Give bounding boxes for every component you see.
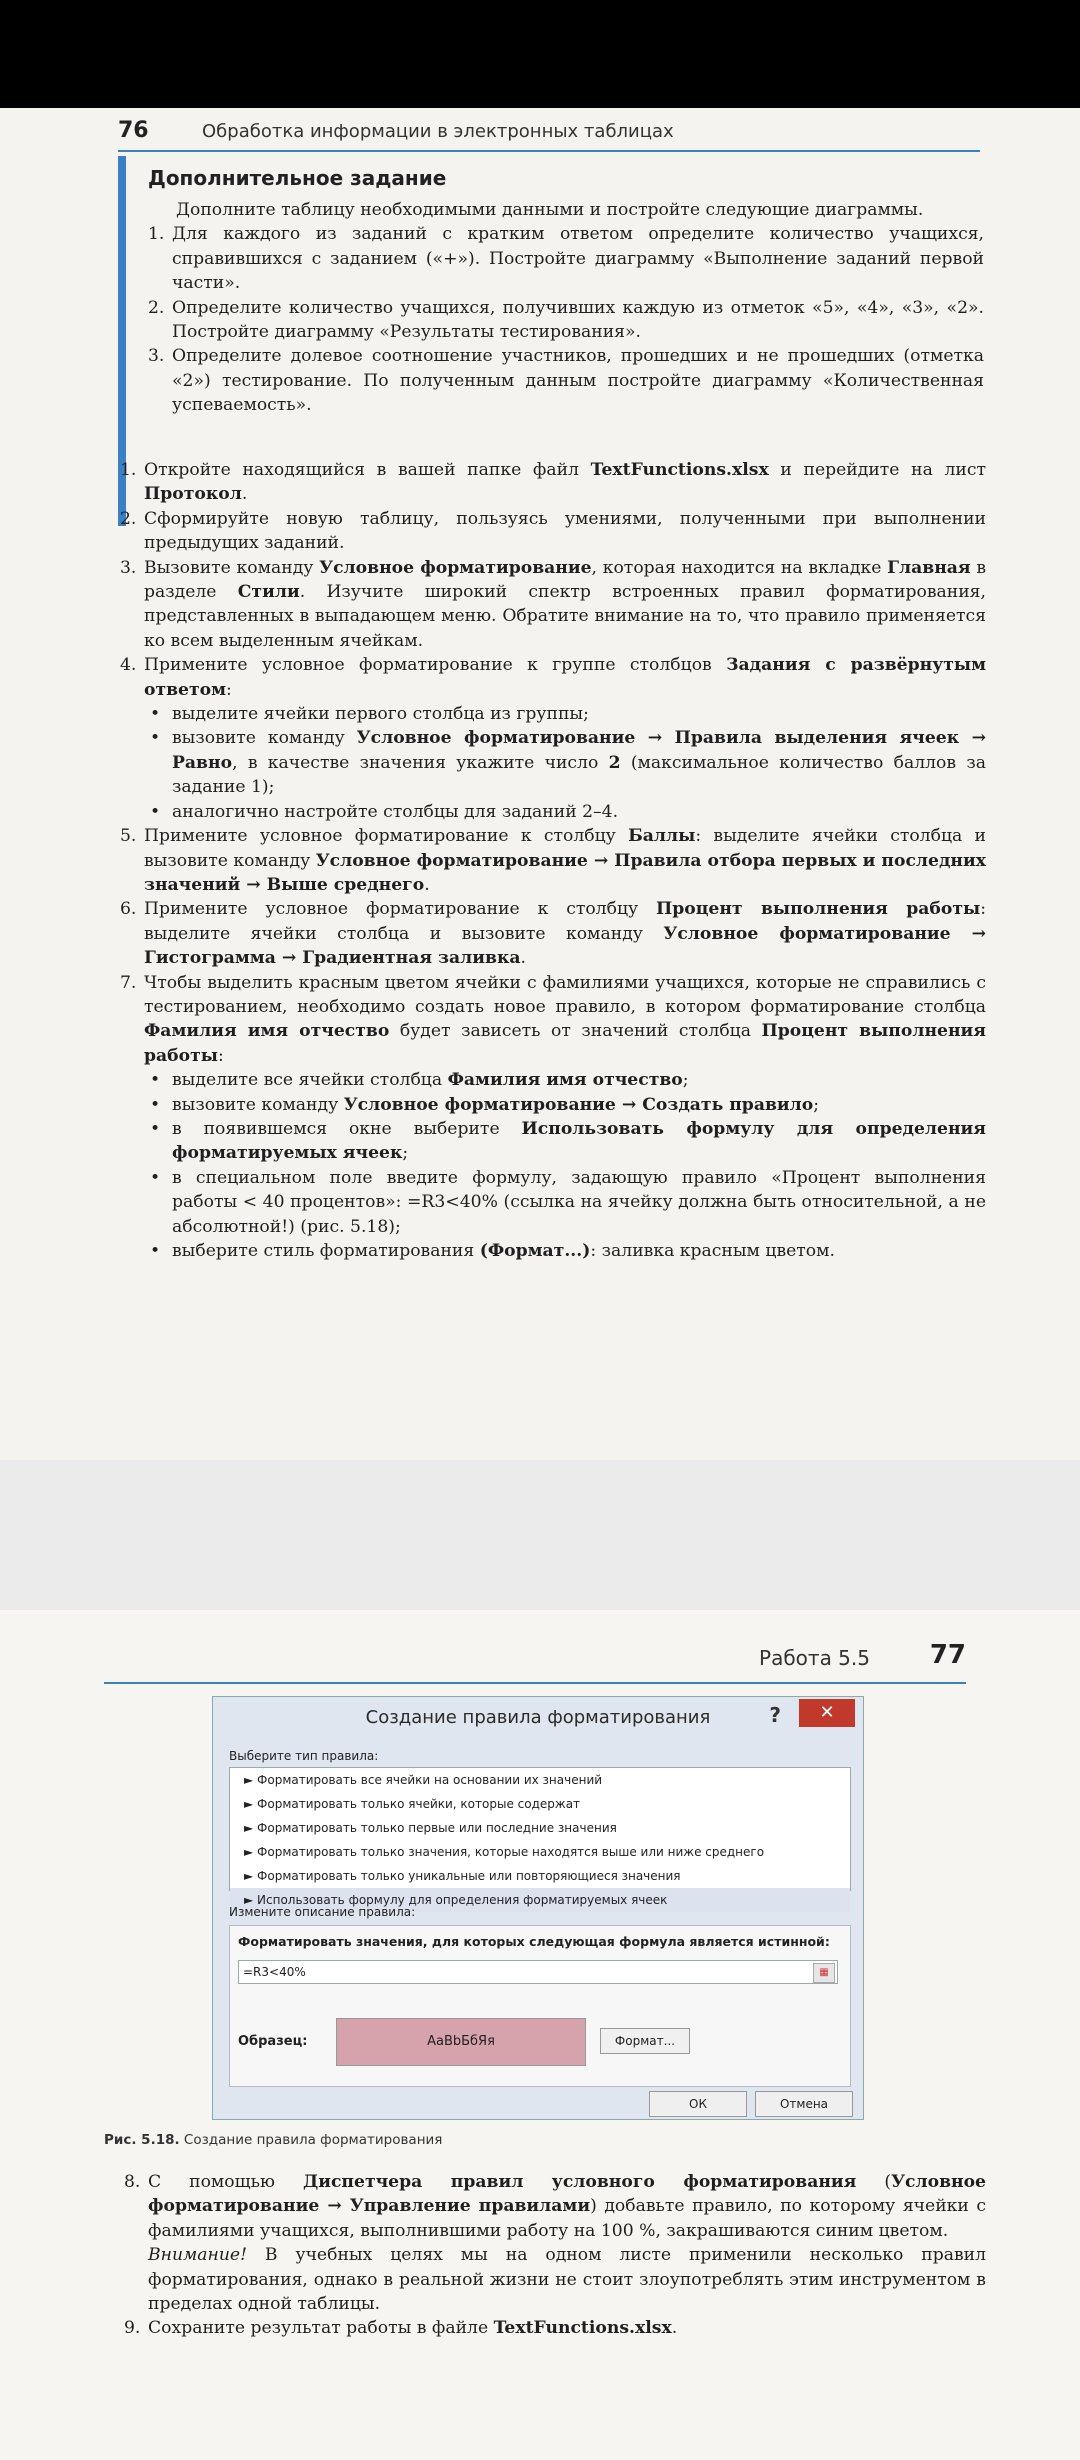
dialog-title: Создание правила форматирования: [365, 1707, 711, 1728]
step-1: 1. Откройте находящийся в вашей папке файл TextFunctions.xlsx и перейдите на лист Протокол.: [120, 460, 986, 505]
extra-task-list: [148, 222, 984, 417]
page-76: [0, 108, 1080, 1460]
ok-button[interactable]: ОК: [649, 2091, 747, 2117]
rule-type-item[interactable]: ► Форматировать только уникальные или повторяющиеся значения: [244, 1869, 681, 1883]
step-7: 7. Чтобы выделить красным цветом ячейки с фамилиями учащихся, которые не справились с тестированием, необходимо создать новое правило, в котором форматирование столбца Фамилия имя отчество будет зависеть от значений столбца Процент выполнения работы: • выделите все ячейки столбца Фамилия имя отчество; • вызовите команду Условное форматирование → Создать правило; • в появившемся окне выберите Использовать формулу для определения форматируемых ячеек; • в специальном поле введите формулу, задающую правило «Процент выполнения работы < 40 процентов»: =R3<40% (ссылка на ячейку должна быть относительной, а не абсолютной!) (рис. 5.18); • выберите стиль форматирования (Формат...): заливка красным цветом.: [120, 971, 986, 1264]
bullet-item: • в специальном поле введите формулу, задающую правило «Процент выполнения работы < 40 процентов»: =R3<40% (ссылка на ячейку должна быть относительной, а не абсолютной!) (рис. 5.18);: [144, 1166, 986, 1239]
page-gap: [0, 1460, 1080, 1610]
step-5: 5. Примените условное форматирование к столбцу Баллы: выделите ячейки столбца и вызовите команду Условное форматирование → Правила отбора первых и последних значений → Выше среднего.: [120, 826, 986, 895]
edit-desc-label: Измените описание правила:: [229, 1905, 416, 1919]
formula-header: Форматировать значения, для которых следующая формула является истинной:: [238, 1934, 830, 1949]
rule-type-item[interactable]: ► Форматировать только первые или последние значения: [244, 1821, 617, 1835]
formula-value: =R3<40%: [243, 1965, 306, 1979]
range-select-icon[interactable]: ▦: [813, 1963, 835, 1983]
bullet-item: • вызовите команду Условное форматирование → Создать правило;: [144, 1093, 986, 1117]
page-header: [118, 114, 980, 152]
step-6: 6. Примените условное форматирование к столбцу Процент выполнения работы: выделите ячейки столбца и вызовите команду Условное форматирование → Гистограмма → Градиентная заливка.: [120, 899, 986, 969]
page-header: [104, 1632, 966, 1684]
help-button[interactable]: ?: [769, 1703, 781, 1727]
rule-type-item[interactable]: ► Форматировать только ячейки, которые содержат: [244, 1797, 581, 1811]
bullet-item: • аналогично настройте столбцы для заданий 2–4.: [144, 800, 986, 824]
sample-preview: АаВbБбЯя: [336, 2018, 586, 2066]
format-button[interactable]: Формат...: [600, 2028, 690, 2054]
page-number: 76: [118, 118, 149, 143]
cancel-button[interactable]: Отмена: [755, 2091, 853, 2117]
step-9: 9. Сохраните результат работы в файле TextFunctions.xlsx.: [124, 2318, 678, 2339]
step-2: 2. Сформируйте новую таблицу, пользуясь умениями, полученными при выполнении предыдущих заданий.: [120, 508, 986, 554]
formula-input[interactable]: [238, 1960, 838, 1984]
bullet-item: • вызовите команду Условное форматирование → Правила выделения ячеек → Равно, в качестве значения укажите число 2 (максимальное количество баллов за задание 1);: [144, 726, 986, 799]
steps-list: [120, 458, 986, 1263]
bullet-item: • выделите все ячейки столбца Фамилия имя отчество;: [144, 1068, 986, 1092]
list-item: 1. Для каждого из заданий с кратким ответом определите количество учащихся, справившихся с заданием («+»). Постройте диаграмму «Выполнение заданий первой части».: [148, 224, 984, 294]
bullet-item: • выделите ячейки первого столбца из группы;: [144, 702, 986, 726]
page-number: 77: [929, 1640, 966, 1670]
rule-type-item[interactable]: ► Форматировать только значения, которые находятся выше или ниже среднего: [244, 1845, 765, 1859]
select-type-label: Выберите тип правила:: [229, 1749, 379, 1763]
step-4: 4. Примените условное форматирование к группе столбцов Задания с развёрнутым ответом: • выделите ячейки первого столбца из группы; • вызовите команду Условное форматирование → Правила выделения ячеек → Равно, в качестве значения укажите число 2 (максимальное количество баллов за задание 1); • аналогично настройте столбцы для заданий 2–4.: [120, 653, 986, 824]
running-title: Работа 5.5: [759, 1646, 870, 1670]
dialog-titlebar: [213, 1697, 863, 1737]
extra-task-title: Дополнительное задание: [148, 166, 447, 190]
rule-description-panel: [229, 1925, 851, 2087]
header-rule: [118, 150, 980, 152]
bullet-item: • в появившемся окне выберите Использовать формулу для определения форматируемых ячеек;: [144, 1117, 986, 1166]
list-item: 3. Определите долевое соотношение участников, прошедших и не прошедших (отметка «2») тестирование. По полученным данным постройте диаграмму «Количественная успеваемость».: [148, 346, 984, 416]
extra-task-intro: Дополните таблицу необходимыми данными и постройте следующие диаграммы.: [176, 200, 924, 220]
steps-list-continued: [124, 2170, 986, 2341]
page-77: [0, 1610, 1080, 2460]
figure-caption: Рис. 5.18. Создание правила форматирования: [104, 2132, 443, 2148]
note: Внимание! В учебных целях мы на одном листе применили несколько правил форматирования, однако в реальной жизни не стоит злоупотреблять этим инструментом в пределах одной таблицы.: [148, 2245, 986, 2315]
step-8: 8. С помощью Диспетчера правил условного форматирования (Условное форматирование → Управление правилами) добавьте правило, по которому ячейки с фамилиями учащихся, выполнившими работу на 100 %, закрашиваются синим цветом.: [124, 2172, 986, 2241]
bullet-item: • выберите стиль форматирования (Формат...): заливка красным цветом.: [144, 1239, 986, 1263]
header-rule: [104, 1682, 966, 1684]
rule-type-item-selected[interactable]: ► Использовать формулу для определения форматируемых ячеек: [230, 1888, 850, 1912]
rule-type-item[interactable]: ► Форматировать все ячейки на основании их значений: [244, 1773, 603, 1787]
close-button[interactable]: ✕: [799, 1699, 855, 1727]
sample-label: Образец:: [238, 2034, 308, 2049]
format-rule-dialog: [212, 1696, 864, 2120]
section-title: Обработка информации в электронных таблицах: [202, 121, 674, 142]
list-item: 2. Определите количество учащихся, получивших каждую из отметок «5», «4», «3», «2». Постройте диаграмму «Результаты тестирования».: [148, 297, 984, 343]
step-3: 3. Вызовите команду Условное форматирование, которая находится на вкладке Главная в разделе Стили. Изучите широкий спектр встроенных правил форматирования, представленных в выпадающем меню. Обратите внимание на то, что правило применяется ко всем выделенным ячейкам.: [120, 557, 986, 651]
rule-type-list: [229, 1767, 851, 1907]
